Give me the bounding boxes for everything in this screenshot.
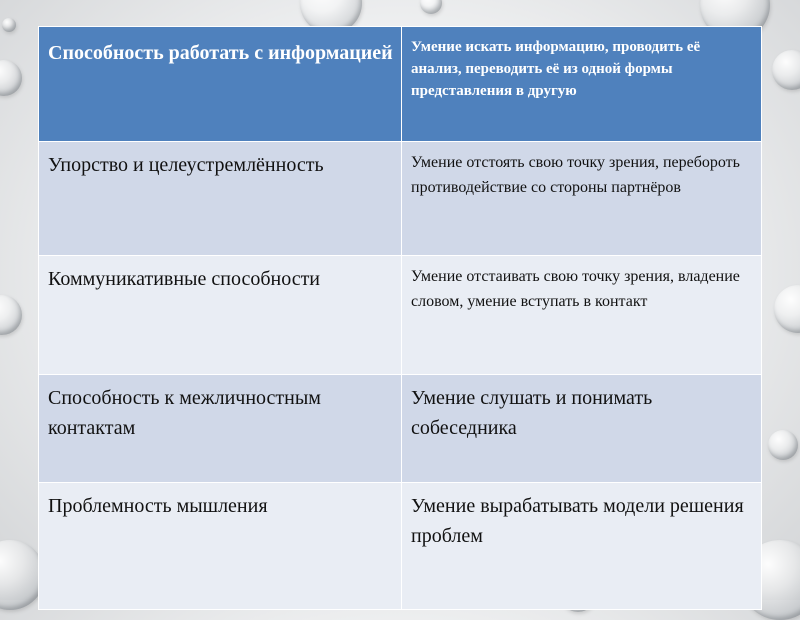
description-cell: Умение слушать и понимать собеседника — [402, 375, 762, 483]
description-cell: Умение вырабатывать модели решения проблем — [402, 483, 762, 610]
water-drop-decoration — [420, 0, 442, 14]
header-left-cell: Способность работать с информацией — [39, 27, 402, 142]
quality-cell: Способность к межличностным контактам — [39, 375, 402, 483]
skills-table — [38, 26, 762, 610]
water-drop-decoration — [774, 285, 800, 333]
water-drop-decoration — [768, 430, 798, 460]
header-right-cell: Умение искать информацию, проводить её анализ, переводить её из одной формы представления в другую — [402, 27, 762, 142]
quality-cell: Упорство и целеустремлённость — [39, 142, 402, 256]
table-row — [39, 142, 762, 256]
table-header-row — [39, 27, 762, 142]
table-row — [39, 256, 762, 375]
table-row — [39, 483, 762, 610]
water-drop-decoration — [772, 50, 800, 90]
description-cell: Умение отстаивать свою точку зрения, владение словом, умение вступать в контакт — [402, 256, 762, 375]
quality-cell: Проблемность мышления — [39, 483, 402, 610]
water-drop-decoration — [0, 295, 22, 335]
water-drop-decoration — [2, 18, 16, 32]
table-row — [39, 375, 762, 483]
quality-cell: Коммуникативные способности — [39, 256, 402, 375]
water-drop-decoration — [0, 60, 22, 96]
description-cell: Умение отстоять свою точку зрения, перебороть противодействие со стороны партнёров — [402, 142, 762, 256]
